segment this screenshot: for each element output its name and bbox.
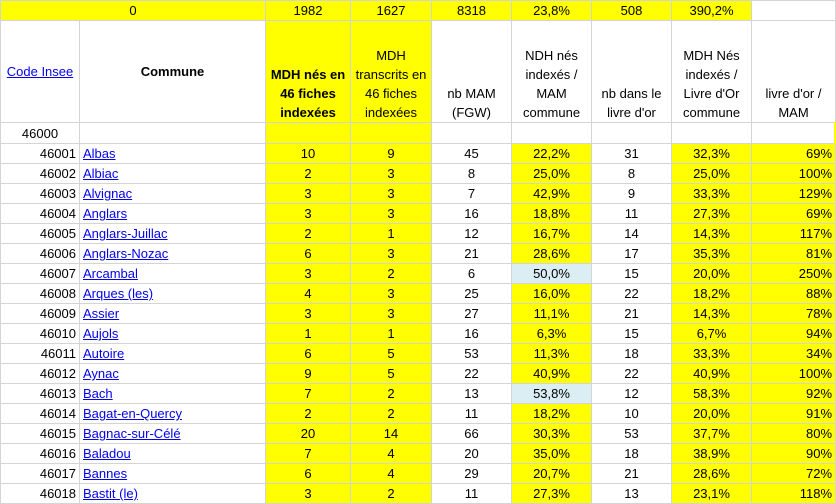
code-insee-cell[interactable]: 46005 <box>1 224 80 244</box>
mdh-livre-ratio-cell[interactable]: 37,7% <box>672 424 752 444</box>
mdh-transcrits-cell[interactable]: 4 <box>351 444 432 464</box>
code-insee-cell[interactable]: 46016 <box>1 444 80 464</box>
code-insee-cell[interactable]: 46010 <box>1 324 80 344</box>
commune-link[interactable]: Anglars <box>83 206 128 221</box>
nb-mam-cell[interactable]: 25 <box>432 284 512 304</box>
livre-mam-cell[interactable]: 118% <box>752 484 836 504</box>
ndh-ratio-cell[interactable]: 18,2% <box>512 404 592 424</box>
mdh-livre-ratio-cell[interactable]: 20,0% <box>672 264 752 284</box>
mdh-transcrits-cell[interactable]: 9 <box>351 144 432 164</box>
ndh-ratio-cell[interactable]: 11,1% <box>512 304 592 324</box>
livre-mam-cell[interactable]: 34% <box>752 344 836 364</box>
nb-mam-cell[interactable]: 13 <box>432 384 512 404</box>
livre-mam-cell[interactable]: 78% <box>752 304 836 324</box>
ndh-ratio-cell[interactable]: 16,7% <box>512 224 592 244</box>
livre-mam-cell[interactable]: 92% <box>752 384 836 404</box>
commune-cell[interactable] <box>80 244 266 264</box>
empty-cell[interactable] <box>266 123 351 144</box>
department-row <box>1 123 836 144</box>
mdh-transcrits-cell[interactable]: 2 <box>351 484 432 504</box>
mdh-transcrits-cell[interactable]: 1 <box>351 224 432 244</box>
table-row <box>1 284 836 304</box>
commune-cell[interactable] <box>80 424 266 444</box>
code-insee-cell[interactable]: 46018 <box>1 484 80 504</box>
table-row <box>1 324 836 344</box>
mdh-livre-ratio-cell[interactable]: 20,0% <box>672 404 752 424</box>
commune-cell[interactable] <box>80 364 266 384</box>
table-row <box>1 144 836 164</box>
mdh-livre-ratio-cell[interactable]: 58,3% <box>672 384 752 404</box>
nb-livre-cell[interactable]: 18 <box>592 444 672 464</box>
code-insee-link[interactable]: Code Insee <box>6 64 74 79</box>
commune-link[interactable]: Aynac <box>83 366 119 381</box>
nb-livre-cell[interactable]: 21 <box>592 304 672 324</box>
mdh-transcrits-cell[interactable]: 3 <box>351 284 432 304</box>
livre-mam-cell[interactable]: 100% <box>752 164 836 184</box>
code-insee-cell[interactable]: 46002 <box>1 164 80 184</box>
empty-cell[interactable] <box>672 123 752 144</box>
mdh-transcrits-cell[interactable]: 2 <box>351 384 432 404</box>
mdh-nes-cell[interactable]: 4 <box>266 284 351 304</box>
mdh-nes-cell[interactable]: 20 <box>266 424 351 444</box>
nb-livre-cell[interactable]: 53 <box>592 424 672 444</box>
livre-mam-cell[interactable]: 91% <box>752 404 836 424</box>
header-mdh-livre-ratio[interactable]: MDH Nés indexés / Livre d'Or commune <box>672 21 752 123</box>
mdh-nes-cell[interactable]: 3 <box>266 304 351 324</box>
header-mdh-transcrits[interactable]: MDH transcrits en 46 fiches indexées <box>351 21 432 123</box>
nb-livre-cell[interactable]: 8 <box>592 164 672 184</box>
code-insee-cell[interactable]: 46007 <box>1 264 80 284</box>
total-cell[interactable] <box>752 1 836 21</box>
commune-link[interactable]: Anglars-Juillac <box>83 226 168 241</box>
mdh-nes-cell[interactable]: 6 <box>266 244 351 264</box>
mdh-livre-ratio-cell[interactable]: 18,2% <box>672 284 752 304</box>
empty-cell[interactable] <box>592 123 672 144</box>
mdh-transcrits-cell[interactable]: 2 <box>351 404 432 424</box>
mdh-transcrits-cell[interactable]: 3 <box>351 204 432 224</box>
table-row <box>1 304 836 324</box>
table-row <box>1 164 836 184</box>
mdh-livre-ratio-cell[interactable]: 38,9% <box>672 444 752 464</box>
livre-mam-cell[interactable]: 90% <box>752 444 836 464</box>
mdh-nes-cell[interactable]: 3 <box>266 184 351 204</box>
nb-livre-cell[interactable]: 15 <box>592 324 672 344</box>
commune-cell[interactable] <box>80 324 266 344</box>
code-insee-cell[interactable]: 46013 <box>1 384 80 404</box>
empty-cell[interactable] <box>351 123 432 144</box>
header-mdh-nes[interactable]: MDH nés en 46 fiches indexées <box>266 21 351 123</box>
ndh-ratio-cell[interactable]: 20,7% <box>512 464 592 484</box>
total-cell[interactable]: 1627 <box>351 1 432 21</box>
commune-cell[interactable] <box>80 304 266 324</box>
nb-mam-cell[interactable]: 16 <box>432 324 512 344</box>
mdh-nes-cell[interactable]: 2 <box>266 404 351 424</box>
ndh-ratio-cell[interactable]: 30,3% <box>512 424 592 444</box>
commune-cell[interactable] <box>80 164 266 184</box>
commune-link[interactable]: Aujols <box>83 326 119 341</box>
commune-link[interactable]: Baladou <box>83 446 131 461</box>
commune-link[interactable]: Alvignac <box>83 186 133 201</box>
nb-livre-cell[interactable]: 14 <box>592 224 672 244</box>
nb-mam-cell[interactable]: 22 <box>432 364 512 384</box>
livre-mam-cell[interactable]: 250% <box>752 264 836 284</box>
mdh-transcrits-cell[interactable]: 4 <box>351 464 432 484</box>
total-cell[interactable]: 508 <box>592 1 672 21</box>
mdh-nes-cell[interactable]: 3 <box>266 204 351 224</box>
mdh-nes-cell[interactable]: 10 <box>266 144 351 164</box>
commune-cell[interactable] <box>80 224 266 244</box>
table-row <box>1 264 836 284</box>
mdh-livre-ratio-cell[interactable]: 33,3% <box>672 184 752 204</box>
nb-mam-cell[interactable]: 27 <box>432 304 512 324</box>
nb-livre-cell[interactable]: 22 <box>592 364 672 384</box>
table-row <box>1 444 836 464</box>
ndh-ratio-cell[interactable]: 25,0% <box>512 164 592 184</box>
table-row <box>1 204 836 224</box>
code-insee-cell[interactable]: 46003 <box>1 184 80 204</box>
commune-link[interactable]: Bastit (le) <box>83 486 138 501</box>
mdh-nes-cell[interactable]: 3 <box>266 484 351 504</box>
code-insee-cell[interactable]: 46009 <box>1 304 80 324</box>
ndh-ratio-cell[interactable]: 16,0% <box>512 284 592 304</box>
ndh-ratio-cell[interactable]: 40,9% <box>512 364 592 384</box>
ndh-ratio-cell[interactable]: 18,8% <box>512 204 592 224</box>
nb-livre-cell[interactable]: 22 <box>592 284 672 304</box>
livre-mam-cell[interactable]: 117% <box>752 224 836 244</box>
table-row <box>1 404 836 424</box>
mdh-livre-ratio-cell[interactable]: 6,7% <box>672 324 752 344</box>
mdh-transcrits-cell[interactable]: 3 <box>351 304 432 324</box>
table-row <box>1 484 836 504</box>
mdh-nes-cell[interactable]: 1 <box>266 324 351 344</box>
header-nb-mam[interactable]: nb MAM (FGW) <box>432 21 512 123</box>
total-cell[interactable]: 390,2% <box>672 1 752 21</box>
ndh-ratio-cell[interactable]: 27,3% <box>512 484 592 504</box>
total-cell[interactable]: 23,8% <box>512 1 592 21</box>
header-ndh-ratio[interactable]: NDH nés indexés / MAM commune <box>512 21 592 123</box>
table-row <box>1 244 836 264</box>
data-rows <box>1 144 836 504</box>
ndh-ratio-cell[interactable]: 42,9% <box>512 184 592 204</box>
code-insee-cell[interactable]: 46014 <box>1 404 80 424</box>
commune-cell[interactable] <box>80 264 266 284</box>
commune-cell[interactable] <box>80 484 266 504</box>
header-commune[interactable]: Commune <box>80 21 266 123</box>
commune-link[interactable]: Bach <box>83 386 113 401</box>
header-code-insee[interactable] <box>1 21 80 123</box>
mdh-livre-ratio-cell[interactable]: 27,3% <box>672 204 752 224</box>
commune-cell[interactable] <box>80 204 266 224</box>
commune-cell[interactable] <box>80 344 266 364</box>
livre-mam-cell[interactable]: 94% <box>752 324 836 344</box>
mdh-livre-ratio-cell[interactable]: 23,1% <box>672 484 752 504</box>
mdh-nes-cell[interactable]: 7 <box>266 444 351 464</box>
mdh-transcrits-cell[interactable]: 3 <box>351 164 432 184</box>
header-row <box>1 21 836 123</box>
mdh-nes-cell[interactable]: 2 <box>266 164 351 184</box>
nb-mam-cell[interactable]: 29 <box>432 464 512 484</box>
livre-mam-cell[interactable]: 100% <box>752 364 836 384</box>
livre-mam-cell[interactable]: 81% <box>752 244 836 264</box>
totals-row <box>1 1 836 21</box>
nb-mam-cell[interactable]: 12 <box>432 224 512 244</box>
table-row <box>1 424 836 444</box>
nb-mam-cell[interactable]: 16 <box>432 204 512 224</box>
nb-mam-cell[interactable]: 45 <box>432 144 512 164</box>
nb-livre-cell[interactable]: 31 <box>592 144 672 164</box>
table-row <box>1 344 836 364</box>
commune-link[interactable]: Assier <box>83 306 120 321</box>
ndh-ratio-cell[interactable]: 22,2% <box>512 144 592 164</box>
commune-cell[interactable] <box>80 444 266 464</box>
commune-cell[interactable] <box>80 144 266 164</box>
nb-livre-cell[interactable]: 12 <box>592 384 672 404</box>
mdh-nes-cell[interactable]: 9 <box>266 364 351 384</box>
commune-link[interactable]: Arcambal <box>83 266 138 281</box>
table-row <box>1 364 836 384</box>
nb-livre-cell[interactable]: 17 <box>592 244 672 264</box>
mdh-livre-ratio-cell[interactable]: 40,9% <box>672 364 752 384</box>
nb-livre-cell[interactable]: 9 <box>592 184 672 204</box>
nb-livre-cell[interactable]: 18 <box>592 344 672 364</box>
code-insee-cell[interactable]: 46006 <box>1 244 80 264</box>
commune-cell[interactable] <box>80 404 266 424</box>
code-insee-cell[interactable]: 46001 <box>1 144 80 164</box>
nb-livre-cell[interactable]: 10 <box>592 404 672 424</box>
mdh-livre-ratio-cell[interactable]: 14,3% <box>672 224 752 244</box>
mdh-transcrits-cell[interactable]: 1 <box>351 324 432 344</box>
code-insee-cell[interactable]: 46017 <box>1 464 80 484</box>
mdh-nes-cell[interactable]: 2 <box>266 224 351 244</box>
ndh-ratio-cell[interactable]: 28,6% <box>512 244 592 264</box>
code-insee-cell[interactable]: 46011 <box>1 344 80 364</box>
nb-mam-cell[interactable]: 20 <box>432 444 512 464</box>
ndh-ratio-cell[interactable]: 6,3% <box>512 324 592 344</box>
nb-mam-cell[interactable]: 11 <box>432 484 512 504</box>
mdh-nes-cell[interactable]: 6 <box>266 344 351 364</box>
total-cell[interactable]: 1982 <box>266 1 351 21</box>
ndh-ratio-cell[interactable]: 35,0% <box>512 444 592 464</box>
header-nb-livre[interactable]: nb dans le livre d'or <box>592 21 672 123</box>
mdh-nes-cell[interactable]: 3 <box>266 264 351 284</box>
mdh-nes-cell[interactable]: 6 <box>266 464 351 484</box>
nb-mam-cell[interactable]: 21 <box>432 244 512 264</box>
commune-link[interactable]: Bagnac-sur-Célé <box>83 426 181 441</box>
ndh-ratio-cell[interactable]: 11,3% <box>512 344 592 364</box>
mdh-transcrits-cell[interactable]: 5 <box>351 344 432 364</box>
code-insee-cell[interactable]: 46015 <box>1 424 80 444</box>
mdh-livre-ratio-cell[interactable]: 28,6% <box>672 464 752 484</box>
livre-mam-cell[interactable]: 69% <box>752 144 836 164</box>
empty-cell[interactable] <box>752 123 836 144</box>
livre-mam-cell[interactable]: 72% <box>752 464 836 484</box>
header-livre-mam[interactable]: livre d'or / MAM <box>752 21 836 123</box>
mdh-transcrits-cell[interactable]: 14 <box>351 424 432 444</box>
nb-livre-cell[interactable]: 11 <box>592 204 672 224</box>
commune-link[interactable]: Autoire <box>83 346 125 361</box>
ndh-ratio-cell[interactable]: 53,8% <box>512 384 592 404</box>
livre-mam-cell[interactable]: 129% <box>752 184 836 204</box>
code-insee-cell[interactable]: 46004 <box>1 204 80 224</box>
table-row <box>1 224 836 244</box>
code-insee-cell[interactable]: 46008 <box>1 284 80 304</box>
code-insee-cell[interactable]: 46012 <box>1 364 80 384</box>
commune-cell[interactable] <box>80 384 266 404</box>
total-cell[interactable]: 8318 <box>432 1 512 21</box>
mdh-transcrits-cell[interactable]: 5 <box>351 364 432 384</box>
nb-mam-cell[interactable]: 7 <box>432 184 512 204</box>
commune-link[interactable]: Albiac <box>83 166 119 181</box>
total-cell[interactable]: 0 <box>1 1 266 21</box>
mdh-livre-ratio-cell[interactable]: 25,0% <box>672 164 752 184</box>
nb-mam-cell[interactable]: 8 <box>432 164 512 184</box>
commune-cell[interactable] <box>80 184 266 204</box>
mdh-transcrits-cell[interactable]: 3 <box>351 184 432 204</box>
mdh-livre-ratio-cell[interactable]: 35,3% <box>672 244 752 264</box>
nb-livre-cell[interactable]: 15 <box>592 264 672 284</box>
commune-cell[interactable] <box>80 284 266 304</box>
commune-link[interactable]: Albas <box>83 146 116 161</box>
commune-link[interactable]: Bannes <box>83 466 128 481</box>
nb-livre-cell[interactable]: 13 <box>592 484 672 504</box>
commune-link[interactable]: Arques (les) <box>83 286 154 301</box>
empty-cell[interactable] <box>432 123 512 144</box>
livre-mam-cell[interactable]: 80% <box>752 424 836 444</box>
mdh-livre-ratio-cell[interactable]: 32,3% <box>672 144 752 164</box>
livre-mam-cell[interactable]: 88% <box>752 284 836 304</box>
nb-mam-cell[interactable]: 66 <box>432 424 512 444</box>
empty-cell[interactable] <box>80 123 266 144</box>
table-row <box>1 464 836 484</box>
nb-mam-cell[interactable]: 11 <box>432 404 512 424</box>
commune-link[interactable]: Anglars-Nozac <box>83 246 169 261</box>
empty-cell[interactable] <box>512 123 592 144</box>
livre-mam-cell[interactable]: 69% <box>752 204 836 224</box>
table-row <box>1 384 836 404</box>
mdh-nes-cell[interactable]: 7 <box>266 384 351 404</box>
table-row <box>1 184 836 204</box>
ndh-ratio-cell[interactable]: 50,0% <box>512 264 592 284</box>
nb-mam-cell[interactable]: 53 <box>432 344 512 364</box>
commune-cell[interactable] <box>80 464 266 484</box>
mdh-livre-ratio-cell[interactable]: 14,3% <box>672 304 752 324</box>
mdh-transcrits-cell[interactable]: 3 <box>351 244 432 264</box>
mdh-livre-ratio-cell[interactable]: 33,3% <box>672 344 752 364</box>
nb-mam-cell[interactable]: 6 <box>432 264 512 284</box>
department-code[interactable]: 46000 <box>1 123 80 144</box>
mdh-transcrits-cell[interactable]: 2 <box>351 264 432 284</box>
nb-livre-cell[interactable]: 21 <box>592 464 672 484</box>
commune-link[interactable]: Bagat-en-Quercy <box>83 406 182 421</box>
